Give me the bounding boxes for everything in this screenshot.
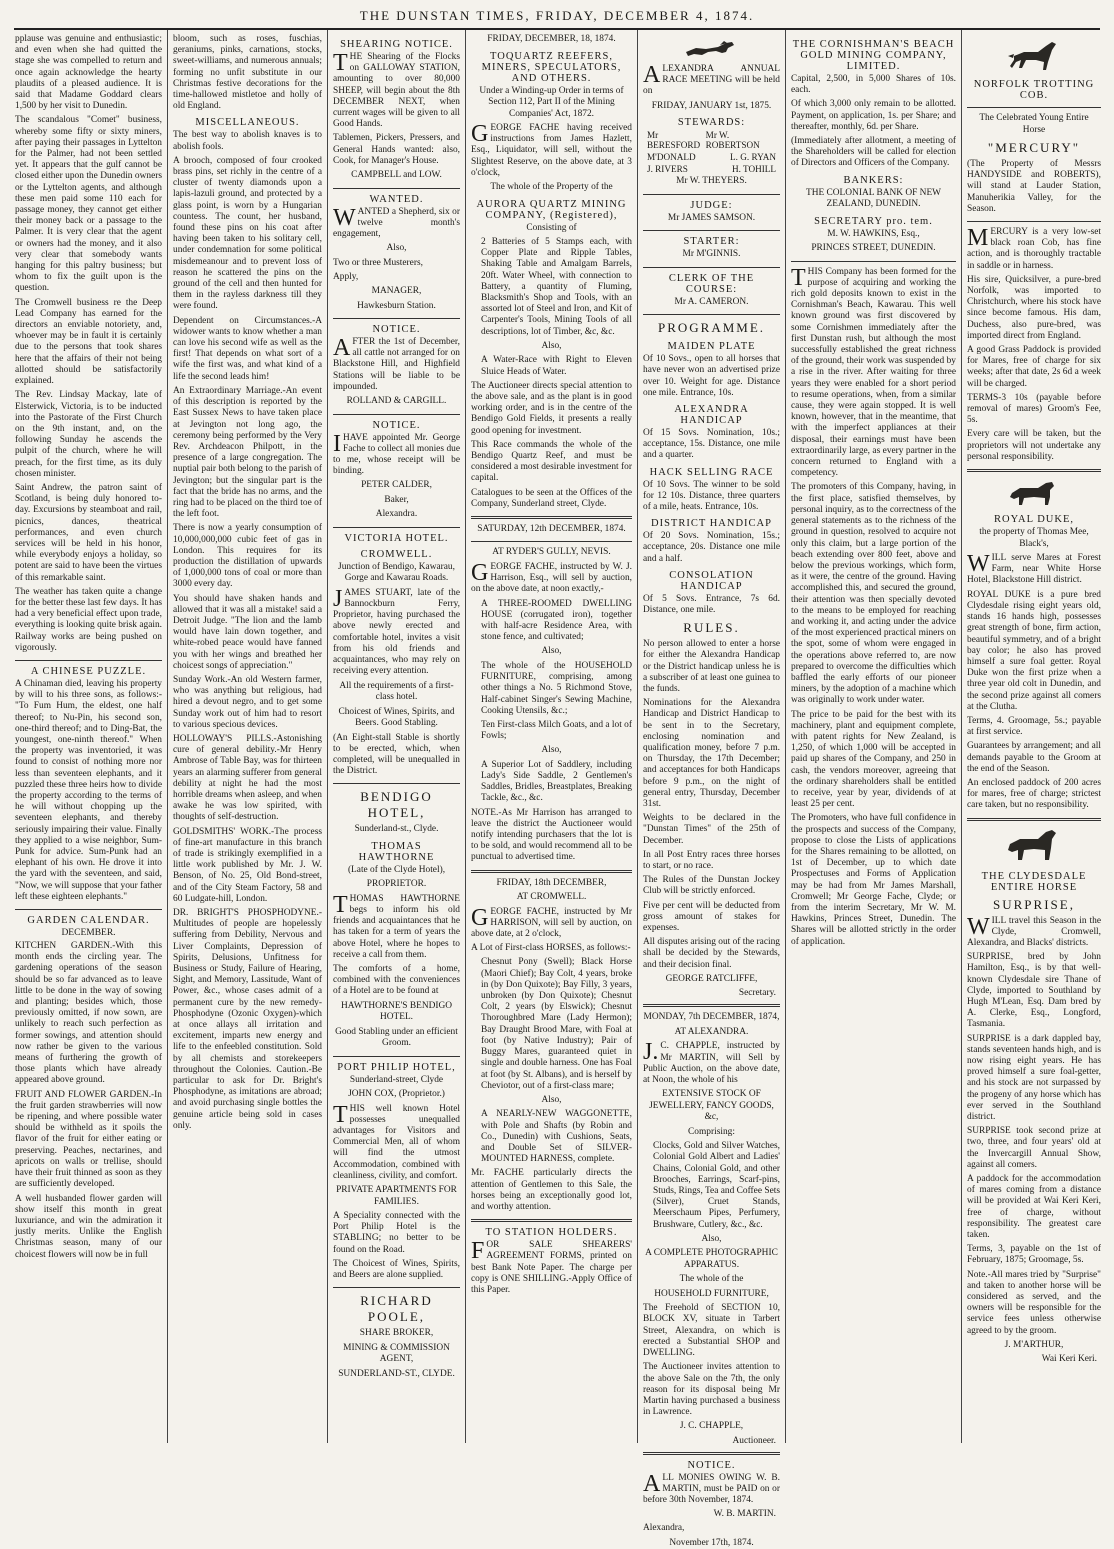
official-name: Mr A. CAMERON.	[674, 296, 749, 307]
ad-text: THE Shearing of the Flocks on GALLOWAY STATION, amounting to over 80,000 SHEEP, will begin about the 8th DECEMBER NEXT, when current wages will be given to all Good Hands.	[333, 50, 460, 130]
ad-text: Of 5 Sovs. Entrance, 7s 6d. Distance, one mile.	[643, 593, 780, 615]
ad-text: The comforts of a home, combined with the conveniences of a Hotel are to be found at	[333, 964, 460, 997]
ad-text: The promoters of this Company, having, in the first place, satisfied themselves, by personal inquiry, as to the correctness of the general statements as to the richness of the ground in question, resolved to acquire not only this claim, but a large portion of the beach extending over 800 feet, above and below the previous workings, which form, as it were, the centre of the ground. Having accomplished this, and secured the ground, their attention was then specially devoted to the means to be employed for reaching and working it, and acting under the advice of the most experienced practical miners on the spot, some of whom were engaged in the operations above referred to, are now prepared to overcome the difficulties which baffled the early efforts of our pioneer miners, by the adoption of a machine which was originally to work under water.	[791, 482, 956, 706]
article-paragraph: A brooch, composed of four crooked brass pins, set richly in the centre of a cluster of twenty diamonds upon a lapis-lazuli ground, and protected by a glass point, is worn by a Hungarian countess. The count, her husband, found these pins on his coat after having been taken to his solitary cell, under condemnation for some political misdemeanour and to prevent loss of reason he scattered the pins on the ground of the cell and then hunted for them in the rayless darkness till they were found.	[173, 155, 322, 312]
divider	[643, 267, 780, 268]
ad-heading: SECRETARY pro. tem.	[814, 215, 933, 227]
ad-text: The Choicest of Wines, Spirits, and Beers are alone supplied.	[333, 1258, 460, 1281]
sale-place: AT RYDER'S GULLY, NEVIS.	[492, 547, 611, 558]
ad-text: A Lot of First-class HORSES, as follows:-	[471, 943, 631, 954]
article-paragraph: Sunday Work.-An old Western farmer, who was anything but religious, had hired a devout negro, and to get some Sunday work out of him had to resort to various specious devices.	[173, 674, 322, 730]
column-4	[466, 30, 638, 1443]
official-name: Mr M'GINNIS.	[682, 249, 741, 260]
ad-subheading: (Late of the Clyde Hotel),	[347, 864, 446, 875]
race-name: MAIDEN PLATE	[667, 341, 756, 353]
ad-signature: Baker,	[384, 494, 409, 505]
ad-subheading: Sunderland-street, Clyde	[349, 1074, 444, 1085]
article-paragraph: KITCHEN GARDEN.-With this month ends the circling year. The gardening operations of the season should be so far advanced as to leave little to be done in the way of sowing and planting; besides which, those previously omitted, if now sown, are unlikely to reach such perfection as former sowings, and attention should now rather be given to the various means of furthering the growth of those plants which have already appeared above ground.	[15, 941, 162, 1086]
ad-text: A Water-Race with Right to Eleven Sluice Heads of Water.	[481, 355, 632, 377]
ad-subheading: Under a Winding-up Order in terms of Section 112, Part II of the Mining Companies' Act, 1872.	[479, 85, 624, 119]
ad-text: An enclosed paddock of 200 acres for mares, free of charge; strictest care taken, but no responsibility.	[967, 777, 1101, 811]
ad-text: The Freehold of SECTION 10, BLOCK XV, situate in Tarbert Street, Alexandra, on which is erected a Substantial SHOP and DWELLING.	[643, 1303, 780, 1359]
ad-subheading: the property of Thomas Mee, Black's,	[979, 527, 1089, 549]
ad-text: A good Grass Paddock is provided for Mares, free of charge for six weeks; after that date, 2s 6d a week will be charged.	[967, 345, 1101, 389]
ad-text: IHAVE appointed Mr. George Fache to collect all monies due to me, whose receipt will be binding.	[333, 430, 460, 477]
ad-text: Mr. FACHE particularly directs the attention of Gentlemen to this Sale, the horses being an exceptionally good lot, and worthy attention.	[471, 1168, 632, 1213]
divider	[967, 221, 1101, 222]
sale-date: MONDAY, 7th DECEMBER, 1874,	[643, 1012, 780, 1023]
ad-text: Of 15 Sovs. Nomination, 10s.; acceptance, 15s. Distance, one mile and a quarter.	[643, 427, 780, 461]
divider	[643, 1452, 780, 1455]
ad-text: Of 10 Sovs., open to all horses that have never won an advertised prize over 10. Weight for age. Distance one mile. Entrance, 10s.	[643, 354, 780, 398]
column-2	[168, 30, 328, 1443]
divider	[471, 1219, 632, 1222]
ad-signature: Wai Keri Keri.	[1041, 1354, 1097, 1365]
ad-heading: NOTICE.	[372, 419, 421, 431]
ad-text: Note.-All mares tried by "Surprise" and taken to another horse will be considered as served, and the owners will be responsible for the service fees unless otherwise agreed to by the groom.	[967, 1269, 1101, 1336]
ad-heading: NOTICE.	[372, 324, 421, 336]
horse-name: SURPRISE,	[993, 896, 1075, 912]
ad-signature: CAMPBELL and LOW.	[351, 170, 442, 181]
ad-text: A Speciality connected with the Port Philip Hotel is the STABLING; no better to be found on the Road.	[333, 1211, 460, 1255]
ad-text: J.C. CHAPPLE, instructed by Mr MARTIN, will Sell by Public Auction, on the above date, at Noon, the whole of his	[643, 1039, 780, 1085]
ad-heading: ROYAL DUKE,	[993, 514, 1075, 526]
ad-text: THOMAS HAWTHORNE begs to inform his old friends and acquaintances that he has taken for a term of years the above Hotel, where he hopes to receive a call from them.	[333, 891, 460, 960]
divider	[471, 870, 632, 873]
ad-text: ALEXANDRA ANNUAL RACE MEETING will be held on	[643, 62, 780, 97]
ad-text: Apply,	[333, 271, 359, 282]
ad-text: The Promoters, who have full confidence in the prospects and success of the Company, propose to close the Lists of applications for the Shares remaining to be allotted, on 1st of December, up to which date Prospectuses and Forms of Application may be had from Mr James Marshall, Cromwell; Mr George Fache, Clyde; or from the interim Secretary, Mr W. M. Hawkins, Princes Street, Dunedin. The Shares will be allotted strictly in the order of application.	[791, 813, 956, 947]
ad-text: Good Stabling under an efficient Groom.	[335, 1026, 458, 1049]
divider	[967, 818, 1101, 821]
section-heading: A CHINESE PUZZLE.	[30, 665, 147, 677]
steward-name: L. G. RYAN	[730, 152, 776, 163]
steward-name: H. TOHILL	[731, 164, 776, 175]
column-3	[328, 30, 466, 1443]
ad-heading: AURORA QUARTZ MINING COMPANY, (Registered),	[476, 198, 627, 221]
ad-signature: GEORGE RATCLIFFE,	[665, 973, 758, 984]
ad-text: Weights to be declared in the "Dunstan Times" of the 25th of December.	[643, 813, 780, 846]
article-paragraph: The weather has taken quite a change for the better these last few days. It has had a very beneficial effect upon trade, everything is looking quite brisk again. Railway works are being pushed on vigorously.	[15, 586, 162, 653]
divider	[333, 527, 460, 528]
ad-text: A THREE-ROOMED DWELLING HOUSE (corrugated iron), together with half-acre Residence Area, with stone fence, and cultivated;	[481, 598, 632, 643]
ad-text: 2 Batteries of 5 Stamps each, with Copper Plate and Ripple Tables, Shaking Table and Amalgam Barrels, 20ft. Water Wheel, with connection to Battery, a quantity of Fluming, Blacksmith's Shop and Tools, with an assorted lot of Steel and Iron, and Kit of Carpenter's Tools, Mining Tools of all descriptions, lot of Timber, &c, &c.	[481, 237, 632, 337]
sale-place: AT CROMWELL.	[516, 892, 587, 903]
divider	[643, 1004, 780, 1007]
divider	[967, 469, 1101, 472]
column-5	[638, 30, 786, 1548]
ad-text: WANTED a Shepherd, six or twelve month's engagement,	[333, 204, 460, 239]
ad-heading: STEWARDS:	[677, 117, 746, 129]
ad-text: HAWTHORNE'S BENDIGO HOTEL.	[340, 1000, 453, 1023]
ad-text: Consisting of	[526, 222, 577, 233]
ad-text: Every care will be taken, but the proprietors will not undertake any personal responsibility.	[967, 429, 1101, 462]
article-paragraph: GOLDSMITHS' WORK.-The process of fine-art manufacture in this branch of trade is strikingly exemplified in a little work published by Mr. J. W. Benson, of No. 25, Old Bond-street, and of the City Steam Factory, 58 and 60 Ludgate-hill, London.	[173, 826, 322, 904]
sale-date: FRIDAY, DECEMBER, 18, 1874.	[487, 34, 616, 44]
ad-subheading: Sunderland-st., Clyde.	[354, 824, 439, 835]
ad-text: A Superior Lot of Saddlery, including Lady's Side Saddle, 2 Gentlemen's Saddles, Bridles, Breastplates, Breaking Tackle, &c., &c.	[481, 759, 632, 804]
ad-signature: Alexandra.	[375, 509, 418, 520]
divider	[15, 909, 162, 910]
ad-text: In all Post Entry races three horses to start, or no race.	[643, 849, 780, 872]
ad-text: FOR SALE SHEARERS' AGREEMENT FORMS, printed on best Bank Note Paper. The charge per copy is ONE SHILLING.-Apply Office of this Paper.	[471, 1238, 632, 1296]
divider	[471, 541, 632, 542]
clydesdale-horse-icon	[1004, 826, 1064, 866]
ad-text: JAMES STUART, late of the Bannockburn Ferry, Proprietor, having purchased the above newly erected and comfortable hotel, invites a visit from his old friends and acquaintances, who may rely on receiving every attention.	[333, 585, 460, 677]
ad-text: THIS Company has been formed for the purpose of acquiring and working the rich gold deposits known to exist in the Cornishman's Beach, Kawarau. This well known ground was first discovered by some Cornishmen immediately after the first Dunstan rush, but although the most successfully established the great richness of the ground, their work was suspended by a rise in the river. After waiting for three years they were enabled for a short period to resume operations, when, from a similar cause, they were again stopped. It is well known, however, that in the meantime, that with the imperfect appliances at their disposal, their earnings must have been extraordinarily large, as every partner in the concern returned to England with a competency.	[791, 264, 956, 479]
horse-name: "MERCURY"	[987, 140, 1081, 155]
ad-subheading: SHARE BROKER,	[359, 1328, 434, 1339]
ad-text: Of 20 Sovs. Nomination, 15s.; acceptance, 20s. Distance one mile and a half.	[643, 531, 780, 564]
ad-text: ALL MONIES OWING W. B. MARTIN, must be PAID on or before 30th November, 1874.	[643, 1470, 780, 1506]
ad-text: SURPRISE took second prize at two, three, and four years' old at the Invercargill Annual Show, against all comers.	[967, 1126, 1101, 1170]
article-paragraph: You should have shaken hands and allowed that it was all a mistake! said a Detroit Judge. "The lion and the lamb would have lain down together, and white-robed peace would have fanned you with her wings and breathed her choicest songs of appreciation."	[173, 593, 322, 671]
ad-signature: Hawkesburn Station.	[357, 300, 436, 311]
stewards-row	[647, 152, 776, 162]
article-paragraph: Dependent on Circumstances.-A widower wants to know whether a man can love his second wife as well as the first! That depends on what sort of a wife the first was, and what kind of a life the second leads him!	[173, 315, 322, 382]
race-name: ALEXANDRA HANDICAP	[674, 403, 749, 426]
ad-text: The whole of the Property of the	[490, 182, 613, 193]
ad-text: THE COLONIAL BANK OF NEW ZEALAND, DUNEDIN.	[805, 187, 942, 210]
ad-heading: RICHARD POOLE,	[360, 1293, 433, 1325]
ad-text: Alexandra,	[643, 1523, 685, 1534]
ad-heading: RULES.	[683, 620, 740, 636]
ad-text: M. W. HAWKINS, Esq.,	[827, 228, 920, 239]
ad-text: Catalogues to be seen at the Offices of the Company, Sunderland street, Clyde.	[471, 487, 632, 509]
ad-text: (An Eight-stall Stable is shortly to be erected, which, when completed, will be unequalled in the District.	[333, 732, 460, 777]
ad-text: Terms, 4. Groomage, 5s.; payable at first service.	[967, 715, 1101, 738]
masthead: THE DUNSTAN TIMES, FRIDAY, DECEMBER 4, 1874.	[14, 4, 1100, 30]
ad-text: Chesnut Pony (Swell); Black Horse (Maori Chief); Bay Colt, 4 years, broke in (by Don Quixote); Bay Filly, 3 years, unbroken (by Don Quixote); Chesnut Colt, 2 years (by Elswick); Chesnut Thoroughbred Mare (Lady Hermon); Bay Draught Brood Mare, with Foal at foot (by Native Industry); Pair of Buggy Mares, guaranteed quiet in single and double harness. One has Foal at foot (by St. Albans), and is herself by Cheviotor, out of a first-class mare;	[481, 957, 632, 1091]
ad-signature: Auctioneer.	[732, 1435, 776, 1446]
ad-text: Choicest of Wines, Spirits, and Beers. Good Stabling.	[338, 706, 455, 728]
ad-heading: NORFOLK TROTTING COB.	[973, 79, 1095, 101]
ad-text: A paddock for the accommodation of mares coming from a distance will be provided at Wai Keri Keri, free of charge, without responsibility. The greatest care taken.	[967, 1174, 1101, 1241]
divider	[333, 1056, 460, 1057]
trotting-horse-icon	[1006, 38, 1062, 74]
divider	[471, 516, 632, 519]
ad-heading: THOMAS HAWTHORNE	[358, 840, 435, 863]
sale-place: AT ALEXANDRA.	[674, 1026, 749, 1037]
ad-heading: SHEARING NOTICE.	[340, 39, 453, 50]
ad-heading: CROMWELL.	[360, 548, 433, 560]
ad-text: Comprising:	[688, 1126, 735, 1137]
ad-text: Clocks, Gold and Silver Watches, Colonial Gold Albert and Ladies' Chains, Colonial Gold, and other Brooches, Earrings, Scarf-pins, Studs, Rings, Tea and Coffee Sets (Silver), Cruet Stands, Meerschaum Pipes, Perfumery, Brushware, Cutlery, &c., &c.	[653, 1141, 780, 1230]
ad-text: Five per cent will be deducted from gross amount of stakes for expenses.	[643, 900, 780, 934]
race-name: HACK SELLING RACE	[649, 466, 774, 478]
ad-text: Capital, 2,500, in 5,000 Shares of 10s. each.	[791, 74, 956, 96]
ad-subheading: SUNDERLAND-ST., CLYDE.	[338, 1368, 455, 1379]
ad-text: Nominations for the Alexandra Handicap and District Handicap to be sent in to the Secretary, enclosing nomination and qualification money, before 7 p.m. on Thursday, the 17th December; and acceptances for both Handicaps before 9 p.m., on the night of general entry, Thursday, December 31st.	[643, 698, 780, 809]
stewards-row	[647, 130, 776, 150]
sale-date: SATURDAY, 12th DECEMBER, 1874.	[477, 523, 626, 534]
column-6	[786, 30, 962, 1443]
ad-text: Also,	[541, 1094, 562, 1105]
ad-heading: TOQUARTZ REEFERS, MINERS, SPECULATORS, AND OTHERS.	[481, 50, 622, 84]
draught-horse-icon	[1006, 477, 1062, 509]
columns	[10, 30, 1106, 1548]
ad-text: GEORGE FACHE, instructed by W. J. Harrison, Esq., will sell by auction, on the above date, at noon exactly,-	[471, 559, 632, 595]
race-date: FRIDAY, JANUARY 1st, 1875.	[651, 100, 772, 111]
divider	[643, 230, 780, 231]
race-name: DISTRICT HANDICAP	[651, 518, 772, 530]
ad-text: All the requirements of a first-class hotel.	[339, 680, 454, 702]
article-paragraph: Saint Andrew, the patron saint of Scotland, is being duly honored to-day. Excursions by steamboat and rail, picnics, dances, theatrical performances, and even church services will be held in his honor, while everybody enjoys a holiday, so potent are said to have been the virtues of this remarkable saint.	[15, 482, 162, 583]
ad-subheading: PRIVATE APARTMENTS FOR FAMILIES.	[336, 1185, 457, 1207]
article-paragraph: The best way to abolish knaves is to abolish fools.	[173, 130, 322, 152]
ad-text: Two or three Musterers,	[333, 257, 423, 268]
ad-text: No person allowed to enter a horse for either the Alexandra Handicap or the District handicap unless he is a subscriber of at least one guinea to the funds.	[643, 639, 780, 694]
ad-text: Also,	[541, 340, 562, 351]
column-1	[10, 30, 168, 1443]
steward-name: J. RIVERS	[647, 164, 688, 175]
divider	[967, 107, 1101, 108]
ad-text: A NEARLY-NEW WAGGONETTE, with Pole and Shafts (by Robin and Co., Dunedin) with Cushions, Seats, and Double Set of SILVER-MOUNTED HARNESS, complete.	[481, 1109, 632, 1165]
article-paragraph: A well husbanded flower garden will show itself this month in great luxuriance, and win the admiration it justly merits. Unlike the English Christmas season, many of our choicest flowers will now be in full	[15, 1193, 162, 1260]
article-paragraph: DR. BRIGHT'S PHOSPHODYNE.-Multitudes of people are hopelessly suffering from Debility, Nervous and Liver Complaints, Depression of Spirits, Delusions, Unfitness for Business or Study, Failure of Hearing, Sight, and Memory, Lassitude, Want of Power, &c., whose cases admit of a permanent cure by the new remedy-Phosphodyne (Ozonic Oxygen)-which at once allays all irritation and excitement, imparts new energy and life to the enfeebled constitution. Sold by all chemists and storekeepers throughout the Colonies. Caution.-Be particular to ask for Dr. Bright's Phosphodyne, as imitations are abroad; and avoid purchasing single bottles the genuine article being sold in cases only.	[173, 908, 322, 1131]
ad-subheading: MINING & COMMISSION AGENT,	[343, 1342, 450, 1365]
ad-heading: CLERK OF THE COURSE:	[668, 272, 755, 295]
ad-heading: TO STATION HOLDERS.	[485, 1227, 618, 1239]
steward-name: Mr W. ROBERTSON	[705, 130, 760, 151]
sale-date: FRIDAY, 18th DECEMBER,	[496, 877, 607, 888]
ad-subheading: Junction of Bendigo, Kawarau, Gorge and Kawarau Roads.	[338, 561, 455, 584]
ad-text: The Rules of the Dunstan Jockey Club will be strictly enforced.	[643, 875, 780, 897]
divider	[643, 194, 780, 195]
ad-text: The Auctioneer directs special attention to the above sale, and as the plant is in good working order, and is in the centre of the Bendigo Gold Fields, it presents a really good opening for investment.	[471, 380, 632, 436]
ad-heading: VICTORIA HOTEL.	[344, 532, 449, 544]
ad-text: WILL travel this Season in the Clyde, Cromwell, Alexandra, and Blacks' districts.	[967, 913, 1101, 948]
divider	[333, 318, 460, 319]
divider	[333, 414, 460, 415]
racehorse-icon	[682, 38, 742, 60]
divider	[15, 660, 162, 661]
ad-text: A COMPLETE PHOTOGRAPHIC APPARATUS.	[645, 1248, 778, 1270]
steward-name: M'DONALD	[647, 152, 696, 163]
divider	[333, 1287, 460, 1288]
ad-text: SURPRISE, bred by John Hamilton, Esq., is by that well-known Clydesdale sire Thane of Clyde, imported to Southland by Hugh M'Lean, Esq. Dam bred by A. Clerke, Esq., Longford, Tasmania.	[967, 952, 1101, 1030]
article-paragraph: An Extraordinary Marriage.-An event of this description is reported by the East Sussex News to have taken place at Jevington not long ago, the ceremony being performed by the Very Rev. Archdeacon Philpott, in the presence of a large congregation. The nuptial pair both belong to the parish of Jevington; but the singular part is the fact that the bride has no arms, and the ring had to be placed on the third toe of the left foot.	[173, 385, 322, 520]
article-paragraph: The Rev. Lindsay Mackay, late of Elsterwick, Victoria, is to be inducted into the Pastorate of the First Church on the 9th instant, and, on the following Sunday he ascends the pulpit of the church, where he will preach, for the first time, as its duly chosen minister.	[15, 390, 162, 479]
ad-heading: THE CLYDESDALE ENTIRE HORSE	[981, 870, 1087, 893]
ad-signature: ROLLAND & CARGILL.	[346, 396, 447, 407]
ad-text: The price to be paid for the best with its machinery, plant and equipment complete, with patent rights for New Zealand, is 1,250, of which 1,000 will be accepted in paid up shares of the Company, and 250 in cash, the vendors moreover, agreeing that the ordinary shareholders shall be entitled to receive, year by year, dividends of at least 25 per cent.	[791, 709, 956, 810]
ad-text: All disputes arising out of the racing shall be decided by the Stewards, and their decision final.	[643, 937, 780, 970]
ad-subheading: PROPRIETOR.	[366, 879, 427, 890]
ad-text: Of which 3,000 only remain to be allotted. Payment, on application, 1s. per Share; and thereafter, monthly, 6d. per Share.	[791, 99, 956, 132]
ad-text: PRINCES STREET, DUNEDIN.	[811, 243, 936, 254]
article-paragraph: The scandalous "Comet" business, whereby some fifty or sixty miners, after paying their passages in Lyttelton for the Palmer, had not been settled yet. It appears that the gulf cannot be closed either upon the Dunedin owners or the Lyttelton agents, and although these men paid some 110 each for passage money, they cannot get either their money back or a passage to the Palmer. It is very clear that the agent or owners had the money, and it also very clear that somebody wants hanging for this paltry business; but whom to fix the guilt upon is the question.	[15, 115, 162, 294]
ad-heading: BANKERS:	[843, 174, 904, 186]
ad-signature: J. C. CHAPPLE,	[679, 1421, 744, 1432]
ad-signature: W. B. MARTIN.	[713, 1509, 776, 1520]
ad-text: Also,	[701, 1233, 722, 1244]
ad-text: THIS well known Hotel possesses unequalled advantages for Visitors and Commercial Men, all of whom will find the utmost Accommodation, combined with cleanliness, civility, and comfort.	[333, 1101, 460, 1181]
ad-text: The whole of the HOUSEHOLD FURNITURE, comprising, among other things a No. 5 Richmond Stove, Half-cabinet Singer's Sewing Machine, Cooking Utensils, &c.;	[481, 660, 632, 716]
ad-text: SURPRISE is a dark dappled bay, stands seventeen hands high, and is now rising eight years. He has proved himself a sure foal-getter, and his stock are not surpassed by the progeny of any horse which has ever served in the Southland district.	[967, 1033, 1101, 1122]
ad-text: Also,	[541, 745, 562, 756]
divider	[643, 314, 780, 315]
stewards-row	[647, 164, 776, 174]
race-name: CONSOLATION HANDICAP	[669, 569, 754, 592]
ad-text: The Celebrated Young Entire Horse	[979, 113, 1089, 135]
ad-text: TERMS-3 10s (payable before removal of mares) Groom's Fee, 5s.	[967, 392, 1101, 426]
article-paragraph: HOLLOWAY'S PILLS.-Astonishing cure of general debility.-Mr Henry Ambrose of Table Bay, was for thirteen years an alarming sufferer from general debility at night he had the most horrible dreams when asleep, and when awake he was low spirited, with thoughts of self-destruction.	[173, 733, 322, 823]
ad-text: November 17th, 1874.	[669, 1537, 754, 1548]
ad-text: (Immediately after allotment, a meeting of the Shareholders will be called for election of Directors and Officers of the Company.	[791, 136, 956, 169]
ad-text: GEORGE FACHE, instructed by Mr HARRISON, will sell by auction, on above date, at 2 o'clock,	[471, 904, 632, 940]
ad-text: The whole of the	[679, 1274, 744, 1285]
ad-heading: PROGRAMME.	[657, 320, 766, 336]
ad-text: Also,	[386, 243, 407, 254]
ad-heading: THE CORNISHMAN'S BEACH GOLD MINING COMPANY, LIMITED.	[792, 39, 955, 72]
ad-heading: STARTER:	[683, 236, 740, 248]
ad-signature: MANAGER,	[371, 286, 422, 297]
article-paragraph: A Chinaman died, leaving his property by will to his three sons, as follows:-"To Fum Hum, the eldest, one half thereof; to Nu-Pin, his second son, one-third thereof; and to Ding-Bat, the youngest, one-ninth thereof." When the property was inventoried, it was found to consist of nothing more nor less than seventeen elephants, and it puzzled these three heirs how to divide the property according to the terms of he will without chopping up the seventeen elephants, and thereby seriously impairing their value. Finally they applied to a wise neighbor, Sum-Punk for advice. Sum-Punk had an elephant of his own. He drove it into the yard with the seventeen, and said, "Now, we will suppose that your father left these eighteen elephants."	[15, 678, 162, 902]
ad-heading: NOTICE.	[687, 1459, 736, 1471]
ad-text: EXTENSIVE STOCK OF JEWELLERY, FANCY GOODS, &c,	[649, 1089, 774, 1123]
ad-text: (The Property of Messrs HANDYSIDE and ROBERTS), will stand at Lauder Station, Manuherikia Valley, for the Season.	[967, 159, 1101, 214]
column-7	[962, 30, 1106, 1443]
ad-text: WILL serve Mares at Forest Farm, near White Horse Hotel, Blackstone Hill district.	[967, 551, 1101, 586]
ad-heading: PORT PHILIP HOTEL,	[337, 1061, 456, 1073]
article-paragraph: FRUIT AND FLOWER GARDEN.-In the fruit garden strawberries will now be ripening, and where possible water should be withheld as it spoils the flavor of the fruit for either eating or preserving. Peaches, nectarines, and apricots on walls or trellise, should have their fruit thinned as soon as they are sufficiently developed.	[15, 1089, 162, 1190]
ad-text: The Auctioneer invites attention to the above Sale on the 7th, the only reason for its disposal being Mr Martin having purchased a business in Lawrence.	[643, 1362, 780, 1418]
ad-text: Of 10 Sovs. The winner to be sold for 12 10s. Distance, three quarters of a mile, heats. Entrance, 10s.	[643, 479, 780, 512]
ad-subheading: JOHN COX, (Proprietor.)	[348, 1089, 445, 1100]
article-paragraph: There is now a yearly consumption of 10,000,000,000 cubic feet of gas in London. This requires for its production the distillation of upwards of 1,000,000 tons of coal or more than 3000 every day.	[173, 523, 322, 590]
ad-text: Ten First-class Milch Goats, and a lot of Fowls;	[481, 719, 632, 742]
ad-text: MERCURY is a very low-set black roan Cob, has fine action, and is thoroughly tractable in saddle or in harness.	[967, 225, 1101, 271]
ad-text: AFTER the 1st of December, all cattle not arranged for on Blackstone Hill, and Highfield Stations will be liable to be impounded.	[333, 335, 460, 392]
official-name: Mr JAMES SAMSON.	[667, 212, 756, 223]
article-paragraph: pplause was genuine and enthusiastic; and even when she had quitted the stage she was compelled to return and once again acknowledge the hearty plaudits of a pleased audience. It is said that Madame Goddard clears 1,500 by her visit to Dunedin.	[15, 34, 162, 112]
divider	[333, 783, 460, 784]
ad-signature: PETER CALDER,	[361, 480, 432, 491]
ad-text: HOUSEHOLD FURNITURE,	[654, 1288, 769, 1299]
ad-text: Guarantees by arrangement; and all demands payable to the Groom at the end of the Season.	[967, 741, 1101, 774]
steward-name: Mr W. THEYERS.	[676, 176, 747, 187]
section-heading: GARDEN CALENDAR.	[27, 915, 150, 927]
ad-text: ROYAL DUKE is a pure bred Clydesdale rising eight years old, stands 16 hands high, possesses great strength of bone, firm action, beautiful symmetry, and of a bright bay color; he also has proved himself a sure foal getter. Royal Duke won the first prize when a three year old colt in Dunedin, and the second prize against all comers at the Clutha.	[967, 589, 1101, 712]
divider	[333, 188, 460, 189]
ad-text: His sire, Quicksilver, a pure-bred Norfolk, was imported to Christchurch, where his stock have since become famous. His dam, Duchess, also pure-bred, was imported direct from England.	[967, 274, 1101, 341]
ad-signature: J. M'ARTHUR,	[1004, 1339, 1064, 1350]
article-paragraph: bloom, such as roses, fuschias, geraniums, pinks, carnations, stocks, sweet-williams, and numerous annuals; forming no unfit substitute in our Christmas festive decorations for the time-hallowed mistletoe and holly of old England.	[173, 34, 322, 112]
steward-name: Mr BERESFORD	[647, 130, 701, 151]
section-subheading: DECEMBER.	[61, 928, 116, 939]
article-paragraph: The Cromwell business re the Deep Lead Company has earned for the directors an enviable notoriety, and, whoever may be in fault it is certainly due to the persons that took shares here that the affairs of their not being allotted should be satisfactorily explained.	[15, 297, 162, 387]
ad-text: Tablemen, Pickers, Pressers, and General Hands wanted: also, Cook, for Manager's House.	[333, 133, 460, 166]
divider	[791, 261, 956, 262]
ad-text: Also,	[541, 646, 562, 657]
ad-heading: JUDGE:	[690, 199, 733, 211]
ad-heading: BENDIGO HOTEL,	[360, 789, 433, 821]
ad-signature: Secretary.	[738, 988, 776, 999]
ad-text: Terms, 3, payable on the 1st of February, 1875; Groomage, 5s.	[967, 1244, 1101, 1266]
ad-text: GEORGE FACHE having received instructions from James Hazlett, Esq., Liquidator, will sell, without the Slightest Reserve, on the above date, at 3 o'clock,	[471, 121, 632, 178]
ad-heading: WANTED.	[369, 193, 424, 205]
section-heading: MISCELLANEOUS.	[195, 117, 300, 129]
ad-text: This Race commands the whole of the Bendigo Quartz Reef, and must be considered a most desirable investment for capital.	[471, 439, 632, 484]
ad-text: NOTE.-As Mr Harrison has arranged to leave the district the Auctioneer would notify intending purchasers that the lot is to be sold, and would recommend all to be punctual to advertised time.	[471, 807, 632, 863]
